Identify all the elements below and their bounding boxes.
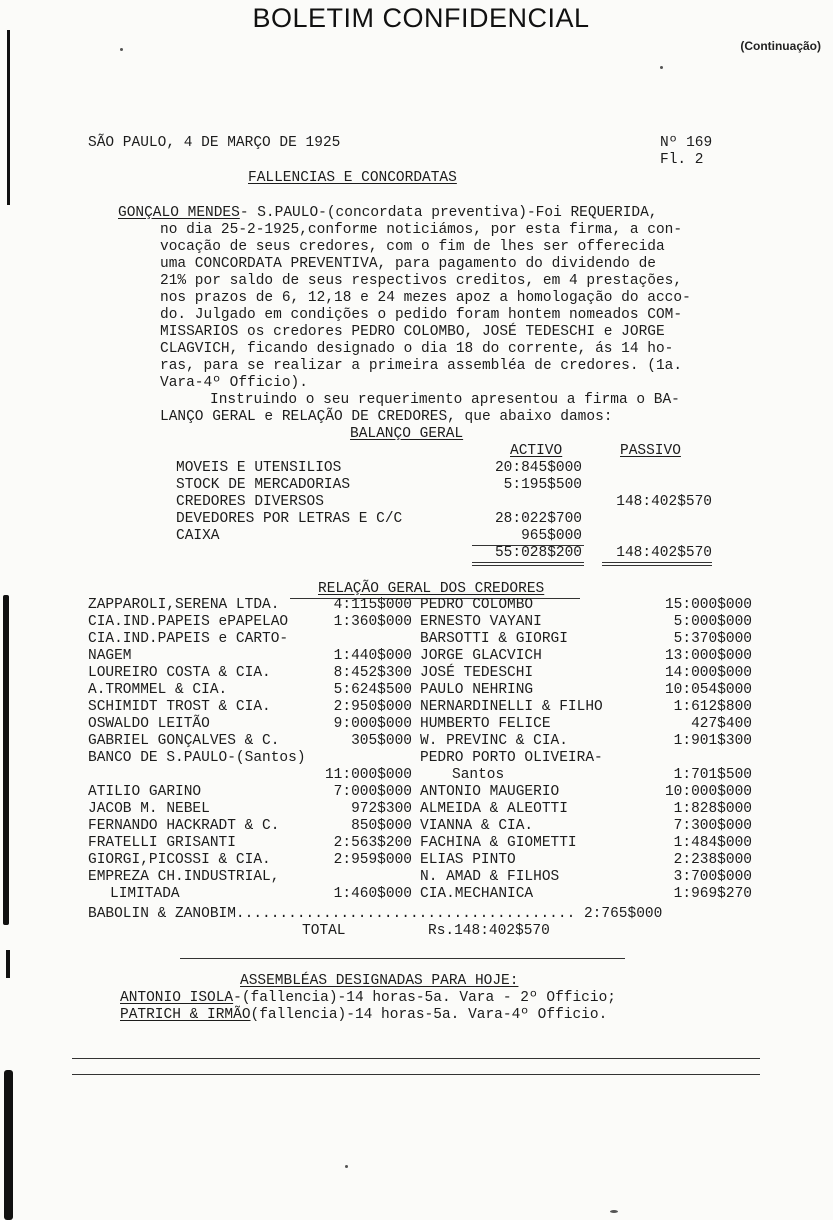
footer-rule — [72, 1058, 760, 1059]
place-date: SÃO PAULO, 4 DE MARÇO DE 1925 — [88, 135, 341, 151]
creditor-name: A.TROMMEL & CIA. — [88, 682, 228, 698]
creditor-name: NERNARDINELLI & FILHO — [420, 699, 603, 715]
creditor-amount: 1:440$000 — [333, 648, 412, 664]
balance-title: BALANÇO GERAL — [350, 426, 464, 442]
creditor-amount: 1:701$500 — [673, 767, 752, 783]
creditor-name: W. PREVINC & CIA. — [420, 733, 568, 749]
entry-line: do. Julgado em condições o pedido foram hontem nomeados COM- — [160, 307, 683, 323]
creditors-total-label: TOTAL — [302, 923, 346, 939]
creditor-name: FERNANDO HACKRADT & C. — [88, 818, 280, 834]
assembly-firm-name: PATRICH & IRMÃO — [120, 1007, 251, 1023]
creditor-amount: 2:563$200 — [333, 835, 412, 851]
entry-paragraph-line: Instruindo o seu requerimento apresentou a firma o BA- — [210, 392, 680, 408]
creditor-name: VIANNA & CIA. — [420, 818, 534, 834]
bulletin-number: Nº 169 — [660, 135, 713, 151]
assembly-item — [120, 990, 616, 1007]
entry-line: CLAGVICH, ficando designado o dia 18 do corrente, ás 14 ho- — [160, 341, 674, 357]
creditor-name: ZAPPAROLI,SERENA LTDA. — [88, 597, 280, 613]
creditor-amount: 1:460$000 — [333, 886, 412, 902]
scan-speck — [610, 1210, 618, 1213]
entry-paragraph-line: LANÇO GERAL e RELAÇÃO DE CREDORES, que abaixo damos: — [160, 409, 613, 425]
balance-row-activo: 20:845$000 — [494, 460, 582, 476]
assembly-item — [120, 1007, 607, 1024]
continuation-note: (Continuação) — [740, 39, 821, 53]
creditor-name: ELIAS PINTO — [420, 852, 516, 868]
creditor-name: N. AMAD & FILHOS — [420, 869, 560, 885]
creditor-name: HUMBERTO FELICE — [420, 716, 551, 732]
creditor-amount: 3:700$000 — [673, 869, 752, 885]
creditor-amount: 1:612$800 — [673, 699, 752, 715]
creditor-name: PAULO NEHRING — [420, 682, 534, 698]
creditor-amount: 14:000$000 — [664, 665, 752, 681]
creditor-amount: 10:054$000 — [664, 682, 752, 698]
creditor-name: LIMITADA — [110, 886, 180, 902]
creditor-amount: 850$000 — [351, 818, 412, 834]
creditor-amount: 1:901$300 — [673, 733, 752, 749]
scan-speck — [660, 66, 663, 69]
creditor-amount: 10:000$000 — [664, 784, 752, 800]
creditor-name: GIORGI,PICOSSI & CIA. — [88, 852, 271, 868]
balance-total-rule — [472, 562, 584, 566]
entry-first-line — [118, 205, 658, 222]
creditor-name: PEDRO COLOMBO — [420, 597, 534, 613]
creditor-amount: 11:000$000 — [324, 767, 412, 783]
entry-line: ras, para se realizar a primeira assembléa de credores. (1a. — [160, 358, 683, 374]
creditors-title: RELAÇÃO GERAL DOS CREDORES — [318, 581, 545, 597]
creditor-amount: 15:000$000 — [664, 597, 752, 613]
creditor-name: Santos — [452, 767, 505, 783]
creditor-amount: 13:000$000 — [664, 648, 752, 664]
creditor-amount: 5:370$000 — [673, 631, 752, 647]
creditor-amount: 2:238$000 — [673, 852, 752, 868]
creditor-amount: 5:000$000 — [673, 614, 752, 630]
section-divider — [180, 958, 625, 959]
balance-row-activo: 965$000 — [521, 528, 582, 544]
creditor-amount: 305$000 — [351, 733, 412, 749]
creditor-name: ALMEIDA & ALEOTTI — [420, 801, 568, 817]
assembly-details: -(fallencia)-14 horas-5a. Vara - 2º Officio; — [233, 990, 616, 1006]
balance-row-label: DEVEDORES POR LETRAS E C/C — [176, 511, 403, 527]
balance-total-passivo: 148:402$570 — [616, 545, 712, 561]
scan-margin-mark — [7, 30, 10, 205]
creditor-name: FACHINA & GIOMETTI — [420, 835, 577, 851]
balance-row-passivo: 148:402$570 — [616, 494, 712, 510]
creditor-name: BARSOTTI & GIORGI — [420, 631, 568, 647]
creditor-name: JACOB M. NEBEL — [88, 801, 210, 817]
entry-line: nos prazos de 6, 12,18 e 24 mezes apoz a homologação do acco- — [160, 290, 691, 306]
scan-margin-mark — [4, 1070, 13, 1220]
creditor-name: JORGE GLACVICH — [420, 648, 542, 664]
balance-col-activo: ACTIVO — [510, 443, 563, 459]
creditor-name: EMPREZA CH.INDUSTRIAL, — [88, 869, 280, 885]
creditor-name: CIA.MECHANICA — [420, 886, 534, 902]
creditor-name: OSWALDO LEITÃO — [88, 716, 210, 732]
sheet-number: Fl. 2 — [660, 152, 704, 168]
creditor-amount: 972$300 — [351, 801, 412, 817]
balance-total-rule — [602, 562, 712, 566]
footer-rule — [72, 1074, 760, 1075]
creditor-name: ANTONIO MAUGERIO — [420, 784, 560, 800]
creditor-name: LOUREIRO COSTA & CIA. — [88, 665, 271, 681]
scan-margin-mark — [3, 595, 9, 925]
balance-row-label: STOCK DE MERCADORIAS — [176, 477, 351, 493]
creditor-amount: 427$400 — [691, 716, 752, 732]
creditor-amount: 1:484$000 — [673, 835, 752, 851]
balance-row-activo: 5:195$500 — [503, 477, 582, 493]
creditor-name: ERNESTO VAYANI — [420, 614, 542, 630]
entry-line: vocação de seus credores, com o fim de lhes ser offerecida — [160, 239, 665, 255]
creditor-last-line: BABOLIN & ZANOBIM....................................... 2:765$000 — [88, 906, 663, 922]
creditor-name: JOSÉ TEDESCHI — [420, 665, 534, 681]
balance-row-label: CAIXA — [176, 528, 220, 544]
creditor-amount: 2:950$000 — [333, 699, 412, 715]
balance-col-passivo: PASSIVO — [620, 443, 681, 459]
creditor-amount: 9:000$000 — [333, 716, 412, 732]
entry-firm-name: GONÇALO MENDES — [118, 205, 240, 221]
document-title: BOLETIM CONFIDENCIAL — [252, 3, 590, 33]
creditor-amount: 4:115$000 — [333, 597, 412, 613]
entry-line: - S.PAULO-(concordata preventiva)-Foi REQUERIDA, — [239, 205, 658, 221]
creditor-name: CIA.IND.PAPEIS ePAPELAO — [88, 614, 289, 630]
scan-speck — [120, 48, 123, 51]
entry-line: 21% por saldo de seus respectivos creditos, em 4 prestações, — [160, 273, 683, 289]
creditors-total-value: Rs.148:402$570 — [428, 923, 550, 939]
balance-row-activo: 28:022$700 — [494, 511, 582, 527]
creditor-name: FRATELLI GRISANTI — [88, 835, 236, 851]
assemblies-title: ASSEMBLÉAS DESIGNADAS PARA HOJE: — [240, 973, 519, 989]
scan-speck — [345, 1165, 348, 1168]
creditor-amount: 5:624$500 — [333, 682, 412, 698]
balance-total-activo: 55:028$200 — [494, 545, 582, 561]
creditor-name: CIA.IND.PAPEIS e CARTO- — [88, 631, 289, 647]
creditor-amount: 7:000$000 — [333, 784, 412, 800]
assembly-details: (fallencia)-14 horas-5a. Vara-4º Officio. — [250, 1007, 608, 1023]
entry-line: MISSARIOS os credores PEDRO COLOMBO, JOSÉ TEDESCHI e JORGE — [160, 324, 665, 340]
creditor-name: SCHIMIDT TROST & CIA. — [88, 699, 271, 715]
creditor-name: PEDRO PORTO OLIVEIRA- — [420, 750, 603, 766]
assembly-firm-name: ANTONIO ISOLA — [120, 990, 234, 1006]
entry-line: Vara-4º Officio). — [160, 375, 308, 391]
creditor-amount: 2:959$000 — [333, 852, 412, 868]
creditor-amount: 1:360$000 — [333, 614, 412, 630]
balance-row-label: MOVEIS E UTENSILIOS — [176, 460, 342, 476]
creditor-amount: 1:828$000 — [673, 801, 752, 817]
entry-line: uma CONCORDATA PREVENTIVA, para pagamento do dividendo de — [160, 256, 656, 272]
section-title: FALLENCIAS E CONCORDATAS — [248, 170, 457, 186]
creditor-amount: 7:300$000 — [673, 818, 752, 834]
creditor-name: ATILIO GARINO — [88, 784, 202, 800]
creditor-amount: 1:969$270 — [673, 886, 752, 902]
entry-line: no dia 25-2-1925,conforme noticiámos, por esta firma, a con- — [160, 222, 683, 238]
creditor-name: BANCO DE S.PAULO-(Santos) — [88, 750, 306, 766]
balance-row-label: CREDORES DIVERSOS — [176, 494, 324, 510]
creditor-name: NAGEM — [88, 648, 132, 664]
creditor-amount: 8:452$300 — [333, 665, 412, 681]
creditor-name: GABRIEL GONÇALVES & C. — [88, 733, 280, 749]
scan-margin-mark — [6, 950, 10, 978]
